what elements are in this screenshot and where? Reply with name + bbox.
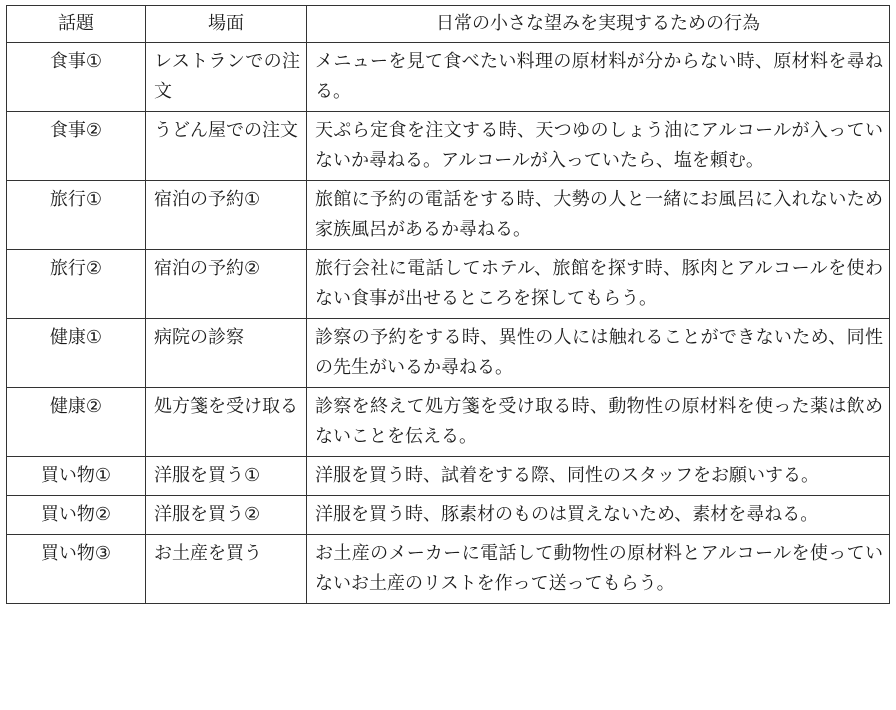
topic-cell: 旅行② (7, 250, 146, 319)
scene-cell: レストランでの注文 (146, 43, 307, 112)
table-row (7, 112, 890, 181)
action-cell: 診察を終えて処方箋を受け取る時、動物性の原材料を使った薬は飲めないことを伝える。 (307, 388, 890, 457)
topic-cell: 買い物③ (7, 535, 146, 604)
scene-cell: 洋服を買う① (146, 457, 307, 496)
table-header-row (7, 6, 890, 43)
header-scene: 場面 (146, 6, 307, 43)
action-cell: 洋服を買う時、試着をする際、同性のスタッフをお願いする。 (307, 457, 890, 496)
scene-cell: 洋服を買う② (146, 496, 307, 535)
action-cell: 旅館に予約の電話をする時、大勢の人と一緒にお風呂に入れないため家族風呂があるか尋ねる。 (307, 181, 890, 250)
action-cell: 診察の予約をする時、異性の人には触れることができないため、同性の先生がいるか尋ねる。 (307, 319, 890, 388)
scene-cell: 病院の診察 (146, 319, 307, 388)
table-row (7, 250, 890, 319)
topic-cell: 健康② (7, 388, 146, 457)
behavior-table (6, 5, 890, 604)
action-cell: 洋服を買う時、豚素材のものは買えないため、素材を尋ねる。 (307, 496, 890, 535)
table-row (7, 535, 890, 604)
topic-cell: 食事② (7, 112, 146, 181)
table-row (7, 181, 890, 250)
topic-cell: 買い物② (7, 496, 146, 535)
action-cell: メニューを見て食べたい料理の原材料が分からない時、原材料を尋ねる。 (307, 43, 890, 112)
topic-cell: 食事① (7, 43, 146, 112)
topic-cell: 買い物① (7, 457, 146, 496)
topic-cell: 健康① (7, 319, 146, 388)
action-cell: 旅行会社に電話してホテル、旅館を探す時、豚肉とアルコールを使わない食事が出せるところを探してもらう。 (307, 250, 890, 319)
scene-cell: うどん屋での注文 (146, 112, 307, 181)
header-topic: 話題 (7, 6, 146, 43)
action-cell: お土産のメーカーに電話して動物性の原材料とアルコールを使っていないお土産のリストを作って送ってもらう。 (307, 535, 890, 604)
table-row (7, 388, 890, 457)
topic-cell: 旅行① (7, 181, 146, 250)
action-cell: 天ぷら定食を注文する時、天つゆのしょう油にアルコールが入っていないか尋ねる。アルコールが入っていたら、塩を頼む。 (307, 112, 890, 181)
table-row (7, 319, 890, 388)
header-action: 日常の小さな望みを実現するための行為 (307, 6, 890, 43)
scene-cell: お土産を買う (146, 535, 307, 604)
scene-cell: 処方箋を受け取る (146, 388, 307, 457)
scene-cell: 宿泊の予約① (146, 181, 307, 250)
table-row (7, 43, 890, 112)
table-row (7, 457, 890, 496)
scene-cell: 宿泊の予約② (146, 250, 307, 319)
table-row (7, 496, 890, 535)
